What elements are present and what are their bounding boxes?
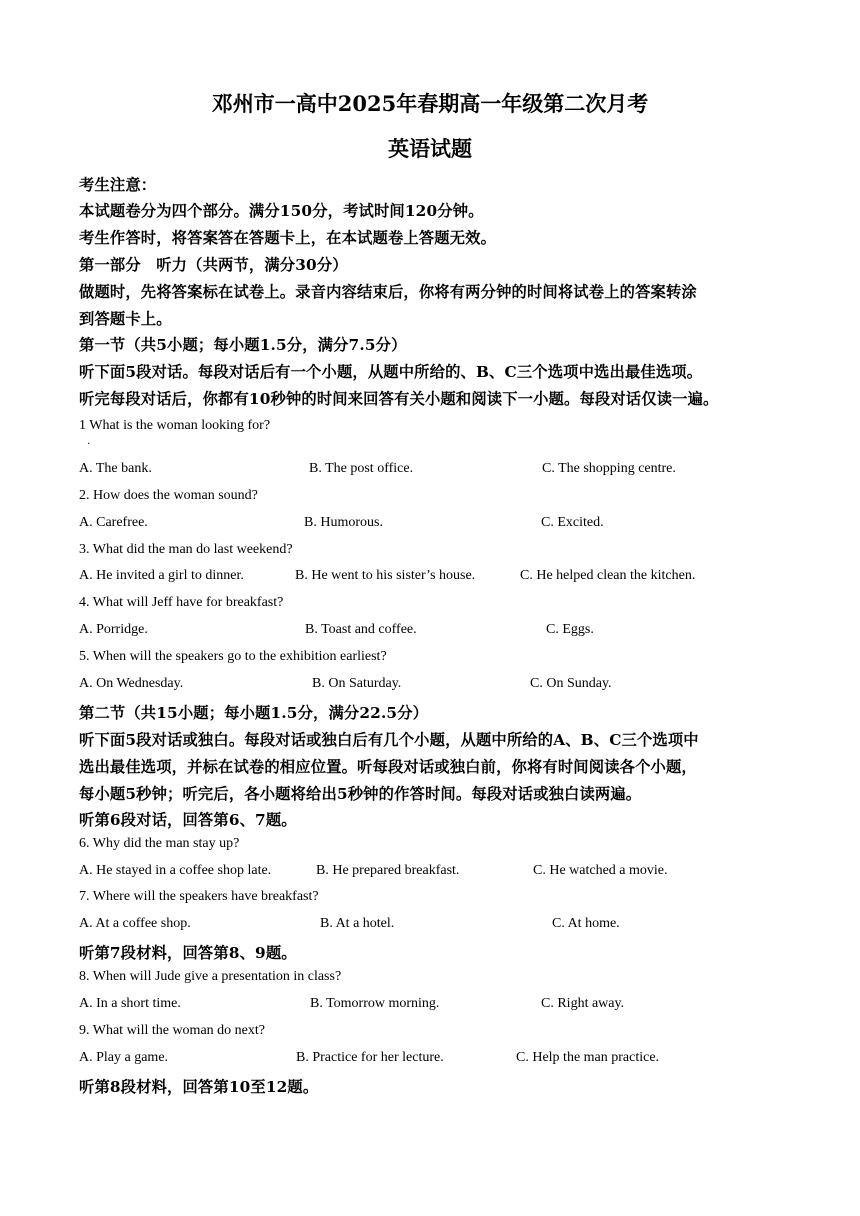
q8-option-a: A. In a short time. (79, 996, 181, 1011)
stray-dot: · (87, 439, 91, 450)
q2-option-a: A. Carefree. (79, 515, 148, 530)
part1-intro-2: 到答题卡上。 (79, 310, 172, 328)
q6-option-b: B. He prepared breakfast. (316, 863, 460, 878)
q8-option-c: C. Right away. (541, 996, 625, 1011)
q6-option-a: A. He stayed in a coffee shop late. (79, 863, 272, 878)
part1-intro-1: 做题时，先将答案标在试卷上。录音内容结束后，你将有两分钟的时间将试卷上的答案转涂 (79, 283, 697, 301)
q5-option-c: C. On Sunday. (530, 676, 612, 691)
q7-option-a: A. At a coffee shop. (79, 916, 191, 931)
question-8: 8. When will Jude give a presentation in class? (79, 969, 342, 984)
exam-subtitle: 英语试题 (388, 136, 472, 161)
question-1: 1 What is the woman looking for? (79, 418, 271, 433)
question-9: 9. What will the woman do next? (79, 1023, 265, 1038)
section2-instruction-1: 听下面5段对话或独白。每段对话或独白后有几个小题，从题中所给的A、B、C三个选项中 (79, 731, 699, 749)
q1-option-a: A. The bank. (79, 461, 152, 476)
question-3: 3. What did the man do last weekend? (79, 542, 293, 557)
q1-option-c: C. The shopping centre. (542, 461, 676, 476)
q5-option-b: B. On Saturday. (312, 676, 402, 691)
q8-option-b: B. Tomorrow morning. (310, 996, 440, 1011)
q7-option-c: C. At home. (552, 916, 620, 931)
q9-option-b: B. Practice for her lecture. (296, 1050, 444, 1065)
section1-instruction-2: 听完每段对话后，你都有10秒钟的时间来回答有关小题和阅读下一小题。每段对话仅读一遍。 (79, 390, 719, 408)
notes-line-1: 本试题卷分为四个部分。满分150分，考试时间120分钟。 (79, 202, 484, 220)
q2-option-c: C. Excited. (541, 515, 604, 530)
group-6-heading: 听第6段对话，回答第6、7题。 (79, 811, 297, 829)
group-8-heading: 听第8段材料，回答第10至12题。 (79, 1078, 319, 1096)
notes-heading: 考生注意： (79, 176, 157, 194)
q5-option-a: A. On Wednesday. (79, 676, 184, 691)
q4-option-b: B. Toast and coffee. (305, 622, 417, 637)
q4-option-c: C. Eggs. (546, 622, 594, 637)
section2-instruction-3: 每小题5秒钟；听完后，各小题将给出5秒钟的作答时间。每段对话或独白读两遍。 (79, 785, 642, 803)
exam-title: 邓州市一高中2025年春期高一年级第二次月考 (211, 91, 649, 116)
q3-option-a: A. He invited a girl to dinner. (79, 568, 244, 583)
question-6: 6. Why did the man stay up? (79, 836, 240, 851)
q6-option-c: C. He watched a movie. (533, 863, 668, 878)
section2-instruction-2: 选出最佳选项，并标在试卷的相应位置。听每段对话或独白前，你将有时间阅读各个小题， (79, 758, 697, 776)
q9-option-a: A. Play a game. (79, 1050, 169, 1065)
q3-option-b: B. He went to his sister’s house. (295, 568, 476, 583)
part1-title: 第一部分 听力（共两节，满分30分） (79, 256, 348, 274)
section2-title: 第二节（共15小题；每小题1.5分，满分22.5分） (79, 704, 429, 722)
question-4: 4. What will Jeff have for breakfast? (79, 595, 284, 610)
notes-line-2: 考生作答时，将答案答在答题卡上，在本试题卷上答题无效。 (79, 229, 497, 247)
q4-option-a: A. Porridge. (79, 622, 148, 637)
question-7: 7. Where will the speakers have breakfast? (79, 889, 319, 904)
q7-option-b: B. At a hotel. (320, 916, 395, 931)
question-2: 2. How does the woman sound? (79, 488, 258, 503)
section1-instruction-1: 听下面5段对话。每段对话后有一个小题，从题中所给的、B、C三个选项中选出最佳选项。 (79, 363, 703, 381)
q9-option-c: C. Help the man practice. (516, 1050, 660, 1065)
q3-option-c: C. He helped clean the kitchen. (520, 568, 696, 583)
q2-option-b: B. Humorous. (304, 515, 383, 530)
q1-option-b: B. The post office. (309, 461, 414, 476)
section1-title: 第一节（共5小题；每小题1.5分，满分7.5分） (79, 336, 407, 354)
group-7-heading: 听第7段材料，回答第8、9题。 (79, 944, 297, 962)
question-5: 5. When will the speakers go to the exhibition earliest? (79, 649, 387, 664)
